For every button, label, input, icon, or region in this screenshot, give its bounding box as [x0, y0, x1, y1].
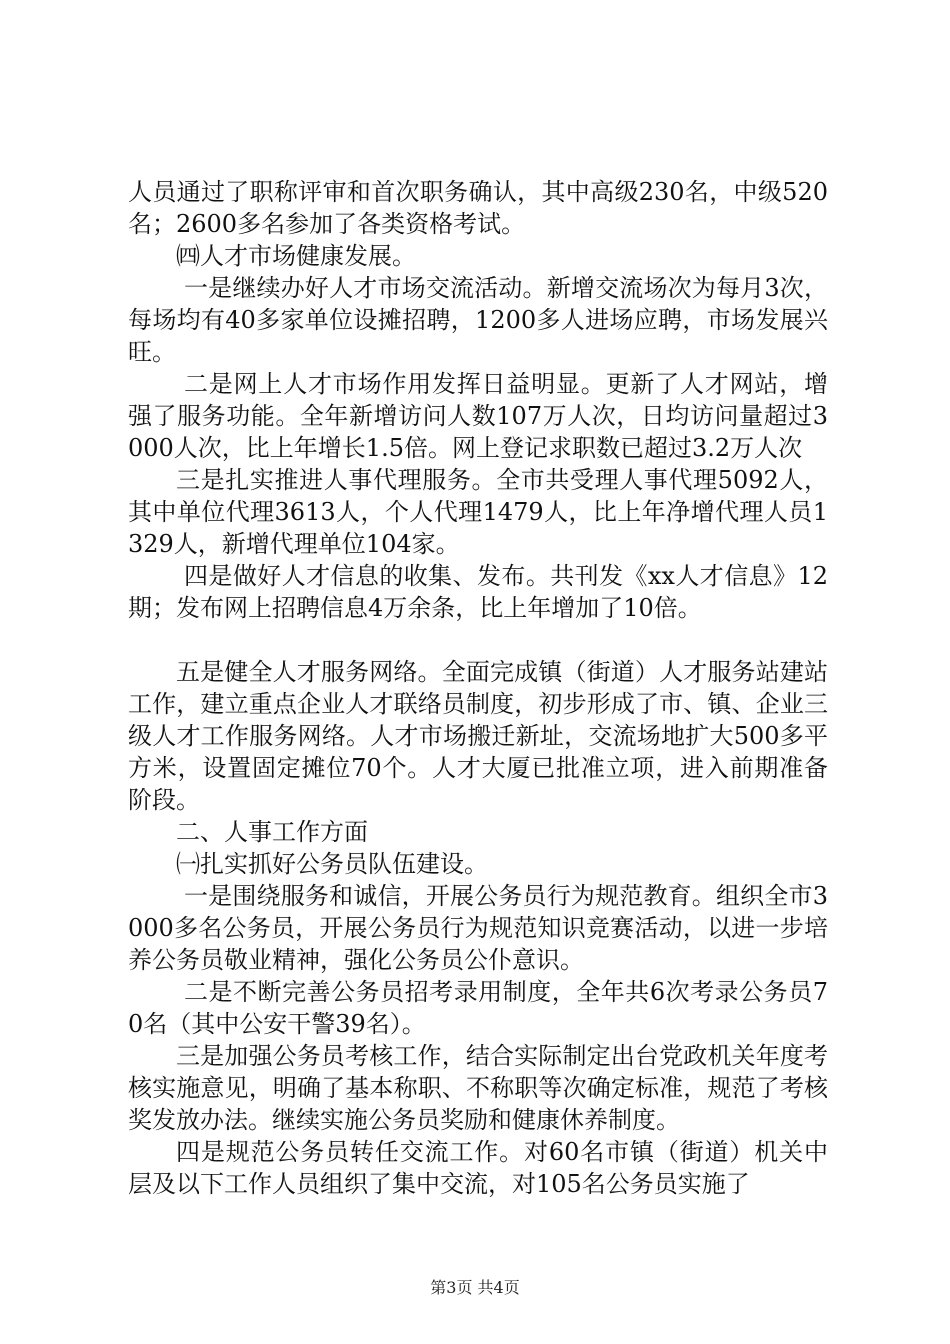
- section-heading-personnel: 二、人事工作方面: [176, 818, 368, 846]
- paragraph-civil-item-2: 二是不断完善公务员招考录用制度，全年共6次考录公务员70名（其中公安干警39名）。: [128, 978, 828, 1038]
- subsection-heading-civil-servants: ㈠扎实抓好公务员队伍建设。: [176, 850, 488, 878]
- paragraph-item-3: 三是扎实推进人事代理服务。全市共受理人事代理5092人，其中单位代理3613人，个人代理1479人，比上年净增代理人员1329人，新增代理单位104家。: [128, 466, 828, 558]
- document-body: [128, 176, 828, 1200]
- paragraph-civil-item-3: 三是加强公务员考核工作，结合实际制定出台党政机关年度考核实施意见，明确了基本称职、不称职等次确定标准，规范了考核奖发放办法。继续实施公务员奖励和健康休养制度。: [128, 1042, 828, 1134]
- section-heading-talent-market: ㈣人才市场健康发展。: [176, 242, 416, 270]
- paragraph-civil-item-1: 一是围绕服务和诚信，开展公务员行为规范教育。组织全市3000多名公务员，开展公务员行为规范知识竞赛活动，以进一步培养公务员敬业精神，强化公务员公仆意识。: [128, 882, 828, 974]
- page-number-label: 第3页 共4页: [430, 1278, 520, 1297]
- paragraph-item-2: 二是网上人才市场作用发挥日益明显。更新了人才网站，增强了服务功能。全年新增访问人数107万人次，日均访问量超过3000人次，比上年增长1.5倍。网上登记求职数已超过3.2万人次: [128, 370, 828, 462]
- paragraph-continuation: 人员通过了职称评审和首次职务确认，其中高级230名，中级520名；2600多名参加了各类资格考试。: [128, 178, 828, 238]
- paragraph-civil-item-4: 四是规范公务员转任交流工作。对60名市镇（街道）机关中层及以下工作人员组织了集中交流，对105名公务员实施了: [128, 1138, 828, 1198]
- paragraph-item-1: 一是继续办好人才市场交流活动。新增交流场次为每月3次，每场均有40多家单位设摊招聘，1200多人进场应聘，市场发展兴旺。: [128, 274, 828, 366]
- paragraph-item-4: 四是做好人才信息的收集、发布。共刊发《xx人才信息》12期；发布网上招聘信息4万余条，比上年增加了10倍。: [128, 562, 828, 622]
- paragraph-item-5: 五是健全人才服务网络。全面完成镇（街道）人才服务站建站工作，建立重点企业人才联络员制度，初步形成了市、镇、企业三级人才工作服务网络。人才市场搬迁新址，交流场地扩大500多平方米，设置固定摊位70个。人才大厦已批准立项，进入前期准备阶段。: [128, 658, 828, 814]
- page-footer: [0, 1278, 950, 1298]
